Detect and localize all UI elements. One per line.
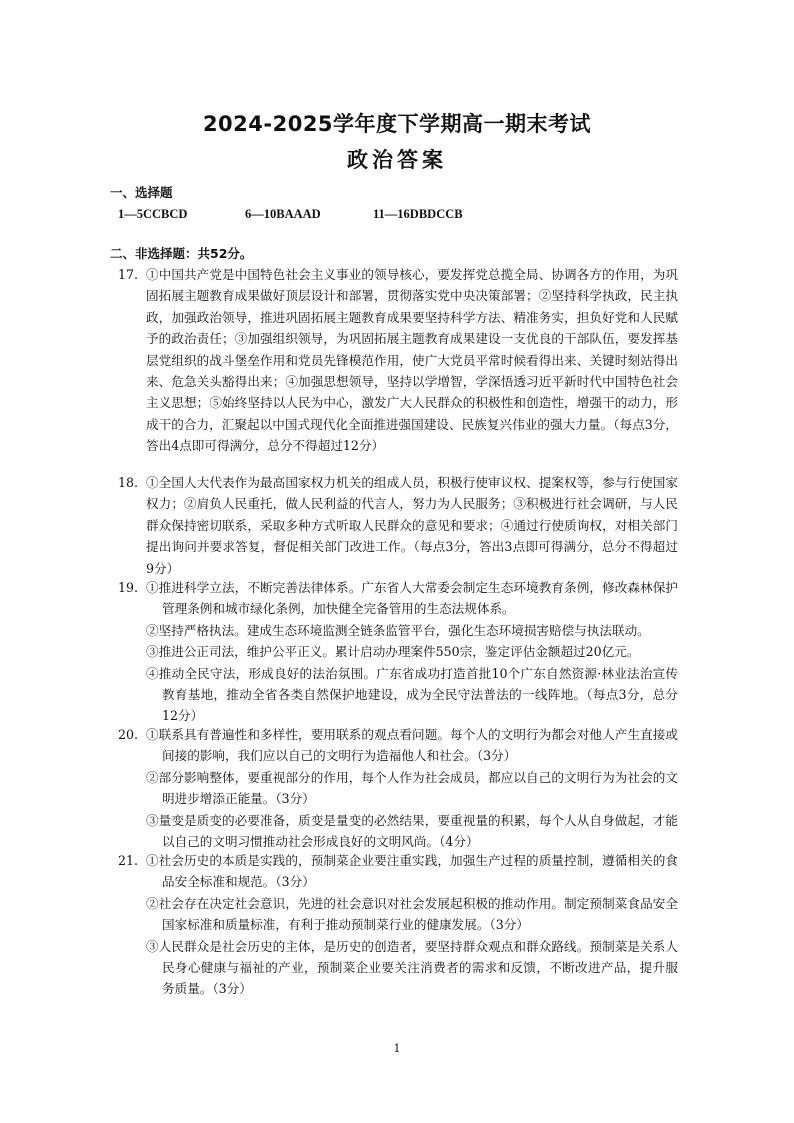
choice-answers-11-16: 11—16DBDCCB <box>373 207 463 221</box>
question-20 <box>118 724 678 852</box>
answer-text: ①中国共产党是中国特色社会主义事业的领导核心，要发挥党总揽全局、协调各方的作用，为巩固拓展主题教育成果做好顶层设计和部署，贯彻落实党中央决策部署；②坚持科学执政，民主执政，加强政治领导，推进巩固拓展主题教育成果要坚持科学方法、精准务实，担负好党和人民赋予的政治责任；③加强组织领导，为巩固拓展主题教育成果建设一支优良的干部队伍，要发挥基层党组织的战斗堡垒作用和党员先锋模范作用，使广大党员平常时候看得出来、关键时刻站得出来、危急关头豁得出来；④加强思想领导，坚持以学增智，学深悟透习近平新时代中国特色社会主义思想；⑤始终坚持以人民为中心，激发广大人民群众的积极性和创造性，增强干的动力，形成干的合力，汇聚起以中国式现代化全面推进强国建设、民族复兴伟业的强大力量。（每点3分，答出4点即可得满分，总分不得超过12分） <box>146 267 678 454</box>
answer-text: ①全国人大代表作为最高国家权力机关的组成人员，积极行使审议权、提案权等，参与行使国家权力；②肩负人民重托，做人民利益的代言人，努力为人民服务；③积极进行社会调研，与人民群众保持密切联系，采取多种方式听取人民群众的意见和要求；④通过行使质询权，对相关部门提出询问并要求答复，督促相关部门改进工作。（每点3分，答出3点即可得满分，总分不得超过9分） <box>146 475 678 576</box>
answer-point: ②部分影响整体，要重视部分的作用，每个人作为社会成员，都应以自己的文明行为为社会的文明进步增添正能量。（3分） <box>146 769 678 807</box>
question-number: 17. <box>118 267 139 282</box>
exam-subtitle: 政治答案 <box>347 148 447 172</box>
question-21 <box>118 850 678 1000</box>
question-number: 20. <box>118 727 139 742</box>
choice-answers-6-10: 6—10BAAAD <box>245 207 321 221</box>
answer-point: ①推进科学立法，不断完善法律体系。广东省人大常委会制定生态环境教育条例，修改森林保护管理条例和城市绿化条例，加快健全完备管用的生态法规体系。 <box>146 580 678 617</box>
section-heading-nonchoice: 二、非选择题：共52分。 <box>110 246 253 261</box>
page-number: 1 <box>393 1042 401 1055</box>
section-heading-choice: 一、选择题 <box>110 185 173 200</box>
question-number: 19. <box>118 580 139 595</box>
question-19 <box>118 577 678 727</box>
answer-point: ①联系具有普遍性和多样性，要用联系的观点看问题。每个人的文明行为都会对他人产生直接或间接的影响，我们应以自己的文明行为造福他人和社会。（3分） <box>146 727 678 764</box>
answer-point: ③推进公正司法，维护公平正义。累计启动办理案件550宗，鉴定评估金额超过20亿元。 <box>146 644 640 660</box>
question-number: 21. <box>118 853 139 868</box>
question-number: 18. <box>118 475 139 490</box>
question-17 <box>118 264 678 457</box>
answer-point: ③人民群众是社会历史的主体，是历史的创造者，要坚持群众观点和群众路线。预制菜是关系人民身心健康与福祉的产业，预制菜企业要关注消费者的需求和反馈，不断改进产品，提升服务质量。（3分） <box>146 938 678 997</box>
answer-point: ④推动全民守法，形成良好的法治氛围。广东省成功打造首批10个广东自然资源·林业法治宣传教育基地，推动全省各类自然保护地建设，成为全民守法普法的一线阵地。（每点3分，总分12分） <box>146 665 678 724</box>
choice-answers-1-5: 1—5CCBCD <box>118 207 188 221</box>
answer-point: ①社会历史的本质是实践的，预制菜企业要注重实践，加强生产过程的质量控制，遵循相关的食品安全标准和规范。（3分） <box>146 853 678 890</box>
exam-title: 2024-2025学年度下学期高一期末考试 <box>202 112 592 136</box>
question-18 <box>118 472 678 579</box>
answer-point: ③量变是质变的必要准备，质变是量变的必然结果，要重视量的积累，每个人从自身做起，才能以自己的文明习惯推动社会形成良好的文明风尚。（4分） <box>146 812 678 850</box>
answer-point: ②坚持严格执法。建成生态环境监测全链条监管平台，强化生态环境损害赔偿与执法联动。 <box>146 622 650 638</box>
answer-point: ②社会存在决定社会意识，先进的社会意识对社会发展起积极的推动作用。制定预制菜食品安全国家标准和质量标准，有利于推动预制菜行业的健康发展。（3分） <box>146 895 678 933</box>
